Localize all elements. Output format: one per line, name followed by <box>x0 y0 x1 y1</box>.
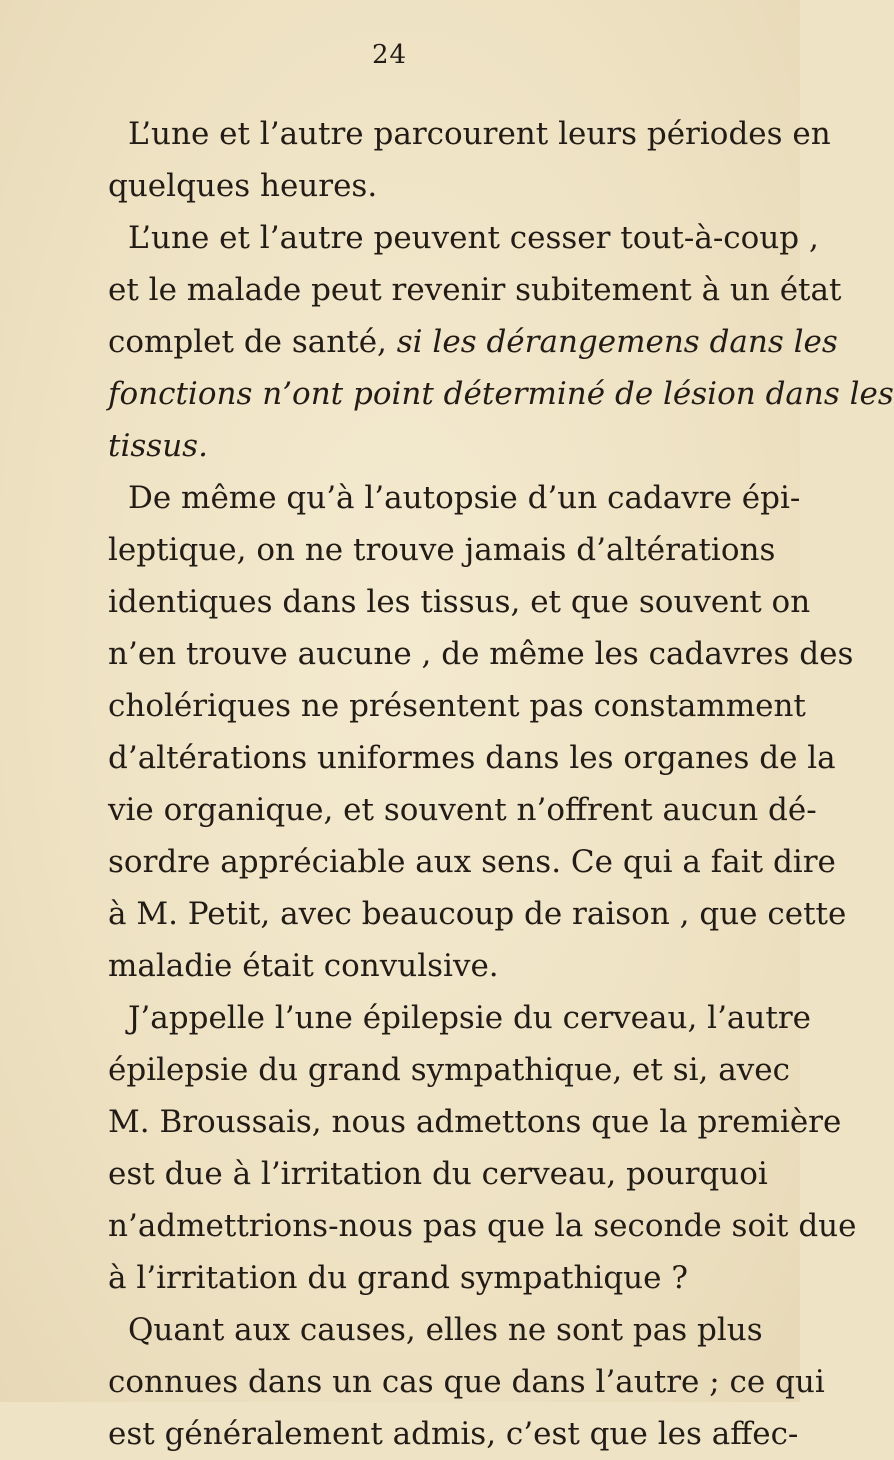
text-line: cholériques ne présentent pas constamment <box>108 688 806 724</box>
text-line: à l’irritation du grand sympathique ? <box>108 1260 688 1296</box>
text-line: L’une et l’autre peuvent cesser tout-à-coup , <box>128 220 819 256</box>
text-line: tissus. <box>108 428 208 464</box>
body-text <box>108 108 894 1460</box>
text-line: complet de santé, si les dérangemens dans les <box>108 324 838 360</box>
text-line: De même qu’à l’autopsie d’un cadavre épi- <box>128 480 801 516</box>
text-line: M. Broussais, nous admettons que la première <box>108 1104 842 1140</box>
text-line: n’en trouve aucune , de même les cadavres des <box>108 636 854 672</box>
text-line: J’appelle l’une épilepsie du cerveau, l’autre <box>128 1000 811 1036</box>
text-line: connues dans un cas que dans l’autre ; ce qui <box>108 1364 825 1400</box>
text-line: Quant aux causes, elles ne sont pas plus <box>128 1312 763 1348</box>
text-line: maladie était convulsive. <box>108 948 499 984</box>
text-line: est généralement admis, c’est que les affec- <box>108 1416 799 1452</box>
page-number: 24 <box>372 40 408 70</box>
text-line: à M. Petit, avec beaucoup de raison , que cette <box>108 896 847 932</box>
text-line: quelques heures. <box>108 168 378 204</box>
text-line: épilepsie du grand sympathique, et si, avec <box>108 1052 790 1088</box>
text-line: leptique, on ne trouve jamais d’altérations <box>108 532 776 568</box>
text-line: sordre appréciable aux sens. Ce qui a fait dire <box>108 844 836 880</box>
text-line: identiques dans les tissus, et que souvent on <box>108 584 811 620</box>
text-line: fonctions n’ont point déterminé de lésion dans les <box>108 376 894 412</box>
text-line: et le malade peut revenir subitement à un état <box>108 272 842 308</box>
text-line: n’admettrions-nous pas que la seconde soit due <box>108 1208 857 1244</box>
text-line: d’altérations uniformes dans les organes de la <box>108 740 836 776</box>
text-line: vie organique, et souvent n’offrent aucun dé- <box>108 792 817 828</box>
italic-text: si les dérangemens dans les <box>396 324 838 360</box>
text-line: L’une et l’autre parcourent leurs périodes en <box>128 116 831 152</box>
text-line: est due à l’irritation du cerveau, pourquoi <box>108 1156 768 1192</box>
